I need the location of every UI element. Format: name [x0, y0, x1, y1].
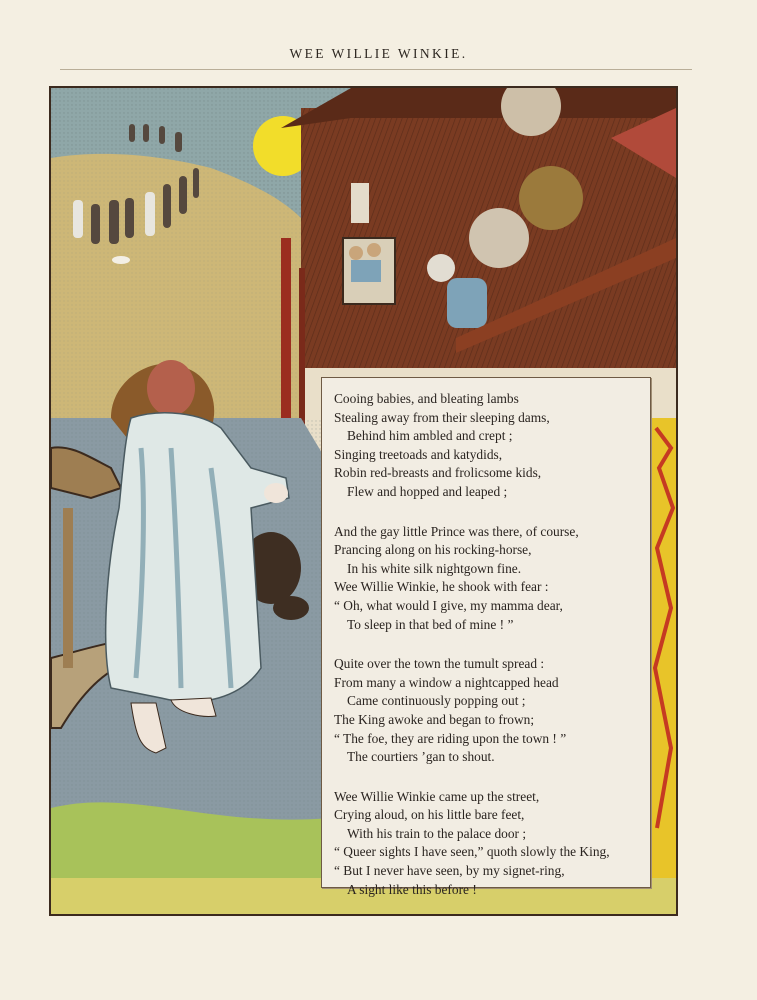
verse-line: Wee Willie Winkie came up the street, [334, 788, 540, 804]
stanza [334, 523, 644, 635]
verse-line: Stealing away from their sleeping dams, [334, 409, 550, 425]
stanza [334, 655, 644, 767]
verse-line: Quite over the town the tumult spread : [334, 656, 545, 672]
stanza [334, 390, 644, 502]
verse-line: From many a window a nightcapped head [334, 674, 559, 690]
page-title: WEE WILLIE WINKIE. [289, 46, 468, 61]
verse-line: Came continuously popping out ; [347, 693, 526, 709]
verse-line: Robin red-breasts and frolicsome kids, [334, 465, 542, 481]
verse-line: To sleep in that bed of mine ! ” [347, 616, 514, 632]
verse-line: “ But I never have seen, by my signet-ring, [334, 863, 565, 879]
verse-line: Crying aloud, on his little bare feet, [334, 807, 525, 823]
verse-line: The King awoke and began to frown; [334, 711, 535, 727]
verse-line: The courtiers ’gan to shout. [347, 749, 495, 765]
stanza [334, 788, 644, 900]
verse-line: “ Oh, what would I give, my mamma dear, [334, 597, 563, 613]
verse-line: Wee Willie Winkie, he shook with fear : [334, 579, 549, 595]
verse-line: Singing treetoads and katydids, [334, 446, 503, 462]
verse-line: With his train to the palace door ; [347, 825, 527, 841]
verse-text [334, 390, 644, 920]
verse-line: Behind him ambled and crept ; [347, 428, 513, 444]
title-rule [60, 69, 692, 70]
verse-line: In his white silk nightgown fine. [347, 560, 522, 576]
verse-line: “ The foe, they are riding upon the town ! ” [334, 730, 567, 746]
verse-line: A sight like this before ! [347, 881, 477, 897]
verse-line: Prancing along on his rocking-horse, [334, 542, 532, 558]
verse-line: Cooing babies, and bleating lambs [334, 391, 519, 406]
verse-line: Flew and hopped and leaped ; [347, 483, 508, 499]
verse-line: And the gay little Prince was there, of course, [334, 523, 579, 539]
verse-line: “ Queer sights I have seen,” quoth slowly the King, [334, 844, 610, 860]
